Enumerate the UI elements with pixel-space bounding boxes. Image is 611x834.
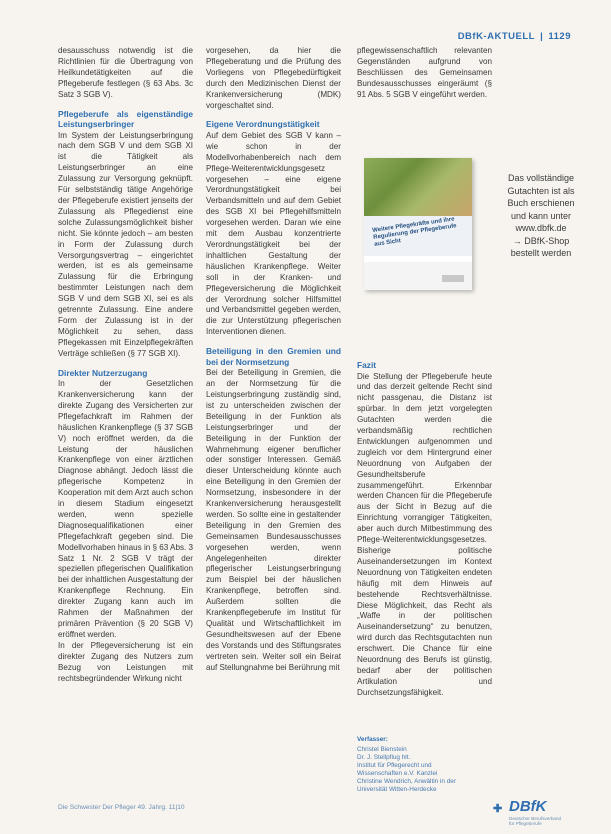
author-block bbox=[357, 736, 497, 794]
column-1 bbox=[58, 46, 193, 684]
book-publisher-logo bbox=[442, 275, 464, 282]
promo-shop-link[interactable]: → DBfK-Shop bbox=[512, 235, 570, 246]
col1-paragraph-2: In der Gesetzlichen Krankenversicherung kann der direkte Zugang des Versicherten zur Pflegefachkraft im Rahmen der häuslichen Krankenpflege (§ 37 SGB V) noch eröffnet werden, da die Leistung der häuslichen Krankenpflege von einer ärztlichen Diagnose abhängt. Jedoch lässt die pflegerische Kompetenz in Kooperation mit dem Arzt auch schon in diesem Stadium eingesetzt werden, wenn spezielle Diagnosequalifikationen einer Pflegefachkraft gegeben sind. Die Modellvorhaben hinaus in § 63 Abs. 3 Satz 1 Nr. 2 SGB V trägt der speziellen pflegerischen Qualifikation bei der inhaltlichen Ausgestaltung der Krankenpflege Rechnung. Ein direkter Zugang kann auch im Rahmen der Maßnahmen der primären Prävention (§ 20 SGB V) eröffnet werden. bbox=[58, 379, 193, 639]
page-number: 1129 bbox=[548, 31, 571, 42]
col2-intro: vorgesehen, da hier die Pflegeberatung und die Prüfung des Vorliegens von Pflegebedürftigkeit durch den Medizinischen Dienst der Krankenversicherung (MDK) vorgeschaltet sind. bbox=[206, 46, 341, 110]
col1-heading-2: Direkter Nutzerzugang bbox=[58, 367, 148, 378]
column-2 bbox=[206, 46, 341, 674]
section-tag: DBfK-AKTUELL | 1129 bbox=[457, 31, 571, 42]
dbfk-tagline-2: für Pflegeberufe bbox=[509, 821, 542, 826]
col2-heading-1: Eigene Verordnungstätigkeit bbox=[206, 119, 320, 130]
col1-heading-1: Pflegeberufe als eigenständige Leistungserbringer bbox=[58, 108, 193, 130]
author-heading: Verfasser: bbox=[357, 736, 388, 743]
col2-paragraph-1: Auf dem Gebiet des SGB V kann – wie schon in der Modellvorhabenbereich nach dem Pflege-Weiterentwicklungsgesetz vorgesehen – eine eigene Verordnungstätigkeit bei Verbandsmitteln und auf dem Gebiet des SGB XI bei Pflegehilfsmitteln vorgesehen werden. Daran wie eine mit dem Ausbau konzentrierte Verordnungstätigkeit bei der inhaltlichen Gestaltung der häuslichen Krankenpflege. Weiter soll in der Kranken- und Pflegeversicherung die Möglichkeit der Verordnung solcher Hilfsmittel und Verbandsmittel gegeben werden, die zur Unterstützung pflegerischen Interventionen dienen. bbox=[206, 130, 341, 337]
promo-line-4: und kann unter bbox=[510, 210, 572, 221]
dbfk-logo bbox=[493, 798, 571, 826]
dbfk-brand: DBfK bbox=[509, 798, 547, 815]
author-line-5: Christine Wendrich, Anwältin in der bbox=[357, 778, 456, 785]
dbfk-tagline-1: Deutscher Berufsverband bbox=[509, 816, 562, 821]
col3-intro: pflegewissenschaftlich relevanten Gegenständen aufgrund von Beschlüssen des Gemeinsamen Bundesausschusses eingeräumt (§ 91 Abs. 5 SGB V eingeführt werden. bbox=[357, 46, 492, 99]
col1-paragraph-3: In der Pflegeversicherung ist ein direkter Zugang des Nutzers zum Bezug von Leistungen mit rechtsbegründender Wirkung nicht bbox=[58, 640, 193, 683]
author-line-2: Dr. J. Stellpflug hlt. bbox=[357, 754, 411, 761]
author-line-3: Institut für Pflegerecht und bbox=[357, 762, 432, 769]
book-cover-image bbox=[364, 158, 472, 290]
col1-paragraph-1: Im System der Leistungserbringung nach dem SGB V und dem SGB XI ist die Tätigkeit als Leistungserbringer an eine Zulassung zur Versorgung geknüpft. Für selbstständig tätige Angehörige der Pflegeberufe existiert jenseits der Zulassung als Pflegedienst eine solche Zulassungsmöglichkeit bisher nicht. Sie könnte jedoch – am besten in Form der Zulassung durch Versorgungsvertrag – eingerichtet werden, ist es als gemeinsame Zulassung für die Erbringung bestimmter Leistungen nach dem SGB V und dem SGB XI, sei es als getrennte Zulassung. Eine andere Form der Zulassung ist in der Möglichkeit zu sehen, dass Pflegekassen mit Einzelpflegekräften Verträge schließen (§ 77 SGB XI). bbox=[58, 130, 193, 358]
promo-line-3: Buch erschienen bbox=[507, 198, 575, 208]
col2-heading-2: Beteiligung in den Gremien und bei der Normsetzung bbox=[206, 346, 341, 367]
dbfk-cross-icon: ✚ bbox=[493, 803, 503, 815]
promo-line-1: Das vollständige bbox=[507, 173, 575, 183]
column-3-intro bbox=[357, 46, 492, 101]
author-line-1: Christel Bienstein bbox=[357, 746, 407, 753]
column-3 bbox=[357, 360, 492, 699]
col2-paragraph-2: Bei der Beteiligung in Gremien, die an der Normsetzung für die Leistungserbringung zuständig sind, ist zu unterscheiden zwischen der Beteiligung in der Funktion als Leistungserbringer und der Beteiligung in der Funktion der Wahrnehmung eigener beruflicher oder sonstiger Interessen. Gemäß dieser Unterscheidung könnte auch eine Beteiligung in den Gremien der Normsetzung, insbesondere in der Krankenversicherung herausgestellt werden. So sollte eine in gestaltender Beteiligung in den Gremien des Gemeinsamen Bundesausschusses vorgesehen werden, wenn Angelegenheiten direkter pflegerischer Leistungserbringung zum Beispiel bei der häuslichen Krankenpflege, betroffen sind. Außerdem sollten die Krankenpflegeberufe im Institut für Qualität und Wirtschaftlichkeit im Gesundheitswesen auf der Ebene des Vorstands und des Stiftungsrates vertreten sein. Weiter soll ein Beirat auf Stellungnahme bei Berührung mit bbox=[206, 368, 341, 672]
dbfk-tagline bbox=[509, 816, 561, 826]
footer-citation: Die Schwester Der Pfleger 49. Jahrg. 11|10 bbox=[58, 804, 185, 811]
promo-link-url[interactable]: www.dbfk.de bbox=[515, 223, 567, 233]
col3-heading-fazit: Fazit bbox=[357, 360, 377, 370]
promo-line-7: bestellt werden bbox=[510, 248, 572, 258]
book-promo bbox=[480, 172, 602, 260]
col1-intro: desausschuss notwendig ist die Richtlinien für die Übertragung von Heilkundetätigkeiten auf die Pflegeberufe festlegen (§ 63 Abs. 3c Satz 3 SGB V). bbox=[58, 46, 193, 99]
col3-paragraph-1: Die Stellung der Pflegeberufe heute und das derzeit geltende Recht sind nicht passgenau, die Distanz ist spürbar. In dem jetzt vorgelegten Gutachten werden die verbandsmäßig rechtlichen Entwicklungen aufgenommen und zugleich vor dem Hintergrund einer Neuordnung von Aufgaben der Gesundheitsberufe zusammengeführt. Erkennbar werden Chancen für die Pflegeberufe aus der Sicht in Bezug auf die Einrichtung vorrangiger Tätigkeiten, aber auch durch Mitbestimmung des Pflege-Weiterentwicklungsgesetzes. Bisherige politische Auseinandersetzungen im Kontext Neuordnung von Tätigkeiten endeten häufig mit dem Hinweis auf bestehende Rechtsverhältnisse. Diese Möglichkeit, das Recht als „Waffe in der politischen Auseinandersetzung“ zu benutzen, wird durch das Rechtsgutachten nun erschwert. Die Chance für eine Neuordnung des Berufs ist günstig, bedarf aber der politischen Artikulation und Durchsetzungsfähigkeit. bbox=[357, 371, 492, 697]
author-line-6: Universität Witten-Herdecke bbox=[357, 786, 437, 793]
book-cover-photo bbox=[364, 158, 472, 216]
author-line-4: Wissenschaften e.V. Kanzlei bbox=[357, 770, 438, 777]
book-title: Weitere Pflegekräfte und ihre Regulierung der Pflegeberufe aus Sicht bbox=[372, 216, 458, 248]
promo-line-2: Gutachten ist als bbox=[507, 185, 575, 196]
section-title: DBfK-AKTUELL bbox=[457, 31, 535, 42]
